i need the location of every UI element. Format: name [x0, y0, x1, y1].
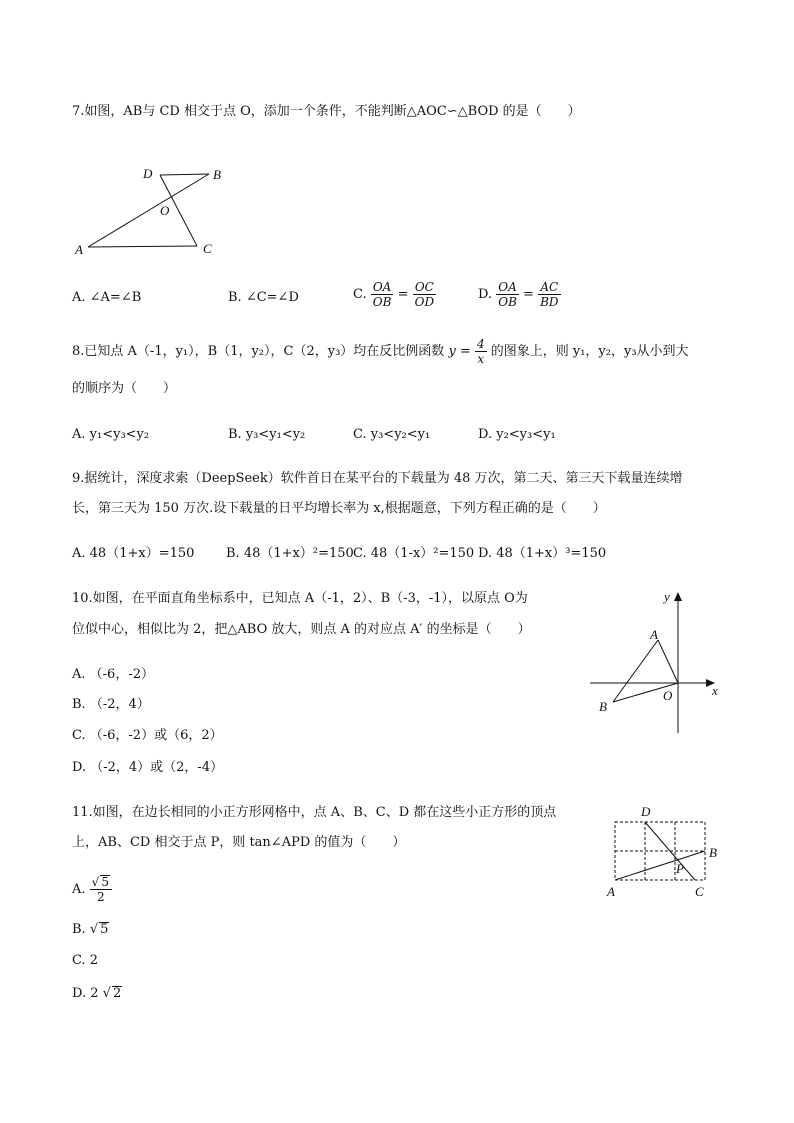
q11-label-p: P: [676, 861, 684, 876]
q7-stem: 7.如图，AB与 CD 相交于点 O，添加一个条件，不能判断△AOC∽△BOD 的是（ ）: [72, 104, 581, 119]
q7-label-d: D: [143, 166, 153, 181]
q10-label-a: A: [650, 627, 658, 642]
q8-func-y: y =: [448, 344, 471, 359]
q8-stem-a: 8.已知点 A（-1，y₁），B（1，y₂），C（2，y₃）均在反比例函数: [72, 344, 445, 359]
q11-label-a: A: [607, 884, 615, 899]
q8-stem-line1: [72, 337, 689, 366]
q9-option-a: A. 48（1+x）=150: [72, 546, 195, 561]
q7-option-d-frac1: $\frac{OA}{OB}$: [498, 280, 517, 309]
q8-stem-line2: 的顺序为（ ）: [72, 381, 177, 396]
q7-option-d-prefix: D.: [478, 287, 493, 302]
q11-option-b-prefix: B.: [72, 922, 86, 937]
q8-option-a: A. y₁<y₃<y₂: [72, 427, 150, 442]
q11-stem-line1: 11.如图，在边长相同的小正方形网格中，点 A、B、C、D 都在这些小正方形的顶点: [72, 805, 557, 820]
q10-stem-line1: 10.如图，在平面直角坐标系中，已知点 A（-1，2）、B（-3，-1），以原点 O为: [72, 591, 528, 606]
q9-option-c: C. 48（1-x）²=150: [353, 546, 475, 561]
q8-stem-b: 的图象上，则 y₁，y₂，y₃从小到大: [490, 344, 689, 359]
q10-option-b: B. （-2，4）: [72, 697, 150, 712]
q11-option-a-frac: $\frac{√ 5}{2}$: [90, 875, 112, 904]
q10-label-b: B: [599, 699, 607, 714]
q8-option-d: D. y₂<y₃<y₁: [478, 427, 556, 442]
q9-option-d: D. 48（1+x）³=150: [478, 546, 607, 561]
q8-func-frac: $\frac{4}{x}$: [476, 337, 485, 366]
q10-figure: [585, 588, 725, 738]
q9-stem-line1: 9.据统计，深度求索（DeepSeek）软件首日在某平台的下载量为 48 万次，第二天、第三天下载量连续增: [72, 471, 683, 486]
q11-label-d: D: [641, 804, 651, 819]
q11-stem-line2: 上，AB、CD 相交于点 P，则 tan∠APD 的值为（ ）: [72, 835, 406, 850]
q10-option-d: D. （-2，4）或（2，-4）: [72, 760, 224, 775]
q11-label-c: C: [695, 884, 704, 899]
q11-option-a: [72, 875, 112, 904]
q8-option-b: B. y₃<y₁<y₂: [228, 427, 306, 442]
q7-label-a: A: [75, 242, 83, 257]
q11-option-d-root: √ 2: [102, 986, 122, 1001]
q10-option-a: A. （-6，-2）: [72, 667, 154, 682]
q7-option-b: B. ∠C=∠D: [228, 290, 299, 305]
q11-option-a-prefix: A.: [72, 882, 86, 897]
q11-option-b-root: √ 5: [89, 922, 109, 937]
q11-figure: [605, 805, 725, 900]
q9-stem-line2: 长，第三天为 150 万次.设下载量的日平均增长率为 x,根据题意，下列方程正确的是（ ）: [72, 501, 606, 516]
q10-stem-line2: 位似中心，相似比为 2，把△ABO 放大，则点 A 的对应点 A′ 的坐标是（ ）: [72, 622, 531, 637]
q7-option-c-prefix: C.: [353, 287, 367, 302]
q7-label-b: B: [213, 167, 221, 182]
q10-label-o: O: [663, 688, 673, 703]
q11-option-d-prefix: D. 2: [72, 986, 99, 1001]
q10-option-c: C. （-6，-2）或（6，2）: [72, 728, 223, 743]
q8-option-c: C. y₃<y₂<y₁: [353, 427, 431, 442]
q10-label-y: y: [664, 589, 670, 604]
q7-option-c-frac2: $\frac{OC}{OD}$: [414, 280, 435, 309]
q11-option-d: [72, 986, 122, 1000]
q11-label-b: B: [709, 845, 717, 860]
q7-option-d: D. $\frac{OA}{OB}$ = $\frac{AC}{BD}$: [478, 280, 559, 309]
q11-option-b: [72, 922, 109, 936]
q7-option-a: A. ∠A=∠B: [72, 290, 142, 305]
q7-option-c-frac1: $\frac{OA}{OB}$: [372, 280, 392, 309]
q9-option-b: B. 48（1+x）²=150: [226, 546, 354, 561]
q11-option-c: C. 2: [72, 953, 99, 968]
q7-label-c: C: [203, 241, 212, 256]
q7-option-d-frac2: $\frac{AC}{BD}$: [540, 280, 559, 309]
q7-option-c: C. $\frac{OA}{OB}$ = $\frac{OC}{OD}$: [353, 280, 435, 309]
q10-label-x: x: [712, 683, 718, 698]
q7-label-o: O: [160, 203, 170, 218]
